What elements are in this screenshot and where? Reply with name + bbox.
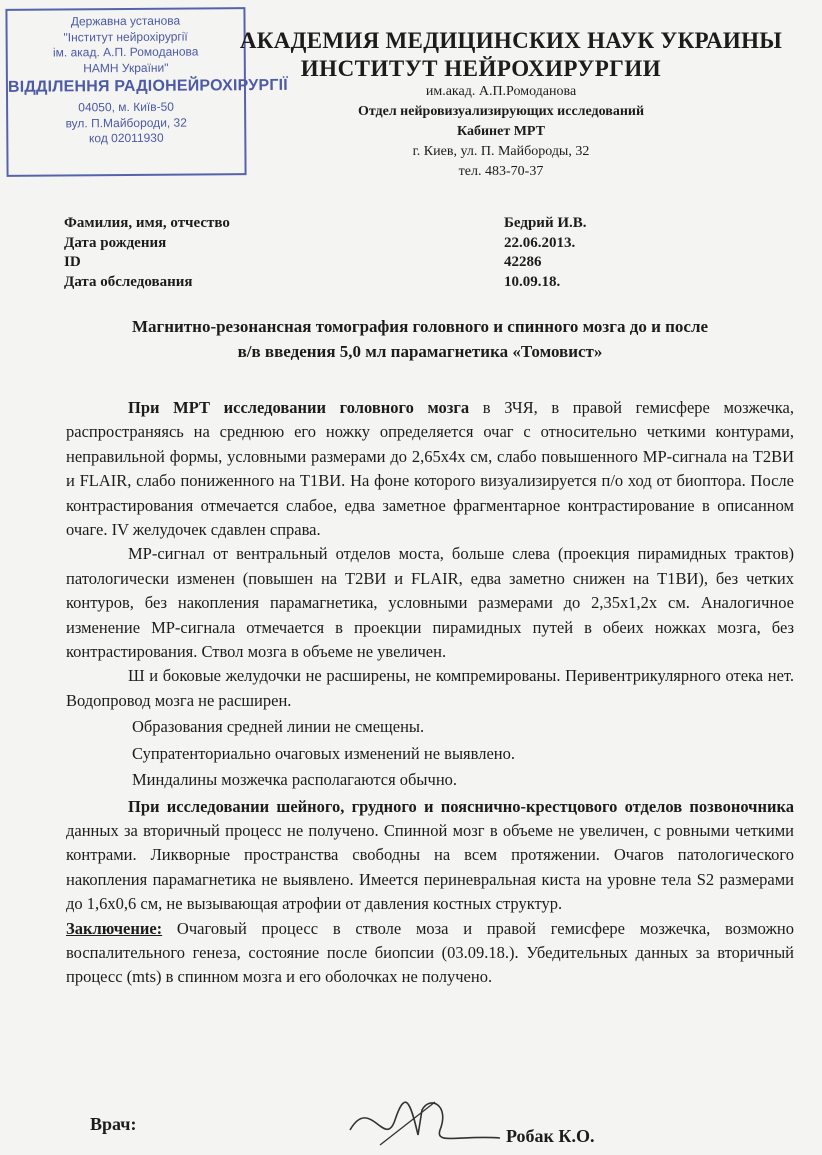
doctor-label: Врач: [90,1114,137,1134]
conclusion [66,917,794,990]
address: г. Киев, ул. П. Майбороды, 32 [412,144,590,159]
report-title [40,314,800,364]
brain-findings [66,396,794,542]
academy-name: АКАДЕМИЯ МЕДИЦИНСКИХ НАУК УКРАИНЫ [239,28,783,53]
conclusion-text: Очаговый процесс в стволе моза и правой гемисфере мозжечка, возможно воспалительного генеза, состояние после биопсии (03.09.18.). Убедительных данных за вторичный процесс (mts) в спинном мозга и его оболочках не получено. [66,918,794,987]
id-label: ID [64,254,81,270]
exam-date-value: 10.09.18. [504,273,561,290]
patient-info [64,214,624,292]
tonsils-findings: Миндалины мозжечка располагаются обычно. [132,770,458,790]
letterhead [239,28,806,182]
brain-lead: При МРТ исследовании головного мозга [128,398,470,417]
stamp-line: "Інститут нейрохірургії [63,29,188,44]
spine-text: данных за вторичный процесс не получено. Спинной мозг в объеме не увеличен, с ровными четкими контрами. Ликворные пространства свободны на всем протяжении. Очагов патологического накопления парамагнетика не выявлено. Имеется периневральная киста на уровне тела S2 размерами до 1,6х0,6 см, не вызывающая атрофии от давления костных структур. [66,820,794,914]
title-line: Магнитно-резонансная томография головного и спинного мозга до и после [131,317,709,336]
doctor-name: Робак К.О. [506,1126,595,1146]
supratentorial-findings: Супратенториально очаговых изменений не выявлено. [132,743,515,763]
phone: тел. 483-70-37 [458,164,544,179]
stamp-line: код 02011930 [88,130,164,146]
stamp-department: ВІДДІЛЕННЯ РАДІОНЕЙРОХІРУРГІЇ [7,76,288,96]
stamp-line: ім. акад. А.П. Ромоданова [52,44,199,60]
name-value: Бедрий И.В. [504,215,587,231]
stamp-line: НАМН України" [83,60,169,75]
exam-date-label: Дата обследования [64,273,193,290]
midline-findings: Образования средней линии не смещены. [132,717,425,737]
title-line: в/в введения 5,0 мл парамагнетика «Томовист» [237,342,603,361]
stamp-line: вул. П.Майбороди, 32 [65,115,187,130]
patient-row [64,253,624,273]
patient-row [64,234,624,254]
dob-label: Дата рождения [64,234,167,251]
dob-value: 22.06.2013. [504,234,576,251]
spine-findings [66,795,794,917]
stamp-line: 04050, м. Київ-50 [78,99,174,115]
id-value: 42286 [504,254,542,270]
signature [340,1090,510,1155]
cabinet-name: Кабинет МРТ [457,124,545,139]
conclusion-label: Заключение: [66,918,163,938]
brain-text: в ЗЧЯ, в правой гемисфере мозжечка, распространяясь на среднюю его ножку определяется очаг с относительно четкими контурами, неправильной формы, условными размерами до 2,65х4х см, слабо повышенного МР-сигнала на Т2ВИ и FLAIR, слабо пониженного на Т1ВИ. На фоне которого визуализируется п/о ход от биоптора. После контрастирования отмечается слабое, едва заметное фрагментарное контрастирование в описанном очаге. IV желудочек сдавлен справа. [66,398,794,540]
institute-name: ИНСТИТУТ НЕЙРОХИРУРГИИ [300,56,662,81]
ventricles-findings: Ш и боковые желудочки не расширены, не компремированы. Перивентрикулярного отека нет. Водопровод мозга не расширен. [66,666,794,710]
name-label: Фамилия, имя, отчество [64,215,230,231]
stamp-line: Державна установа [70,13,181,29]
department-name: Отдел нейровизуализирующих исследований [357,104,645,119]
spine-lead: При исследовании шейного, грудного и пояснично-крестцового отделов позвоночника [128,796,794,816]
patient-row [64,214,624,234]
patient-row [64,273,624,293]
pons-findings: МР-сигнал от вентральный отделов моста, больше слева (проекция пирамидных трактов) патологически изменен (повышен на Т2ВИ и FLAIR, едва заметно снижен на Т1ВИ), без четких контуров, без накопления парамагнетика, условными размерами до 2,35х1,2х см. Аналогичное изменение МР-сигнала отмечается в проекции пирамидных путей в обеих ножках мозга, без контрастирования. Ствол мозга в объеме не увеличен. [66,544,794,662]
institute-named: им.акад. А.П.Ромоданова [425,84,577,99]
report-body [66,396,794,990]
